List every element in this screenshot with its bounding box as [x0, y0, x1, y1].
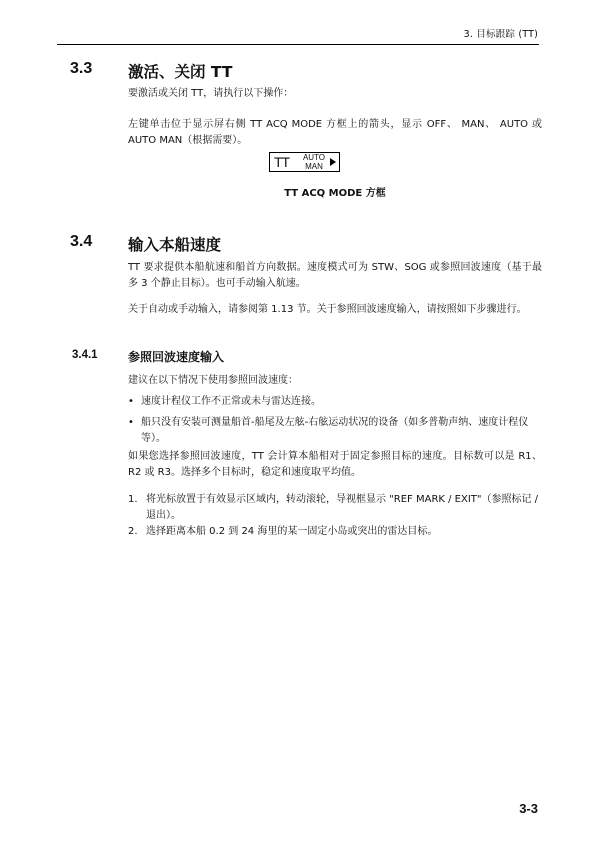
step-text: 将光标放置于有效显示区域内，转动滚轮，导视框显示 "REF MARK / EXIT"（参照标记 / 退出）。 [146, 494, 539, 521]
running-header: 3. 目标跟踪 (TT) [463, 29, 538, 40]
section-number-3-3: 3.3 [70, 60, 93, 77]
list-item-text: 速度计程仪工作不正常或未与雷达连接。 [141, 396, 321, 407]
paragraph-ref-echo-calc: 如果您选择参照回波速度，TT 会计算本船相对于固定参照目标的速度。目标数可以是 R1、R2 或 R3。选择多个目标时，稳定和速度取平均值。 [128, 451, 542, 478]
header-rule [57, 44, 539, 45]
paragraph-manual-input: 关于自动或手动输入，请参阅第 1.13 节。关于参照回波速度输入，请按照如下步骤进行。 [128, 304, 527, 315]
section-title-3-3: 激活、关闭 TT [128, 63, 233, 81]
subsection-number: 3.4.1 [72, 349, 98, 361]
figure-caption: TT ACQ MODE 方框 [284, 188, 386, 199]
acq-tt-label: TT [274, 154, 290, 170]
acq-mode-value [300, 154, 328, 171]
acq-mode-line1: AUTO [302, 153, 326, 162]
paragraph-acq-instruction: 左键单击位于显示屏右侧 TT ACQ MODE 方框上的箭头，显示 OFF、 MAN、 AUTO 或 AUTO MAN（根据需要）。 [128, 119, 542, 146]
step-text: 选择距离本船 0.2 到 24 海里的某一固定小岛或突出的雷达目标。 [146, 526, 438, 537]
section-number-3-4: 3.4 [70, 233, 93, 250]
list-item-text: 船只没有安装可测量船首-船尾及左舷-右舷运动状况的设备（如多普勒声纳、速度计程仪等）。 [141, 417, 529, 444]
tt-acq-mode-box [269, 152, 340, 172]
page-number: 3-3 [519, 801, 538, 816]
paragraph-intro-activate: 要激活或关闭 TT，请执行以下操作： [128, 88, 294, 99]
triangle-right-icon [330, 158, 336, 166]
section-title-3-4: 输入本船速度 [128, 236, 222, 254]
step-number: 1. [128, 494, 138, 505]
paragraph-speed-modes: TT 要求提供本船航速和船首方向数据。速度模式可为 STW、SOG 或参照回波速度（基于最多 3 个静止目标）。也可手动输入航速。 [128, 262, 542, 289]
paragraph-recommend: 建议在以下情况下使用参照回波速度： [128, 375, 298, 386]
bullet-icon: • [128, 417, 134, 428]
step-number: 2. [128, 526, 138, 537]
bullet-icon: • [128, 396, 134, 407]
subsection-title: 参照回波速度输入 [128, 350, 225, 364]
acq-mode-line2: MAN [305, 161, 323, 171]
